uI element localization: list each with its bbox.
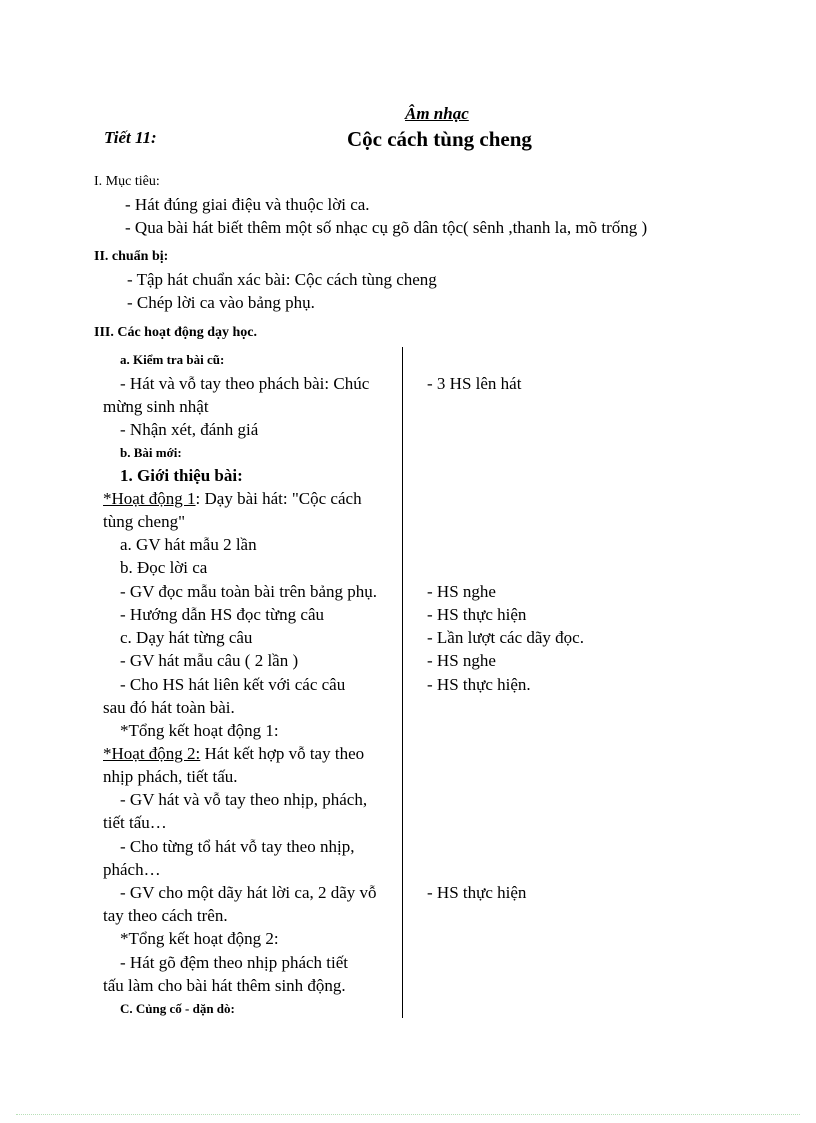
- intro-heading: 1. Giới thiệu bài:: [120, 466, 243, 485]
- activity-line: a. GV hát mẫu 2 lần: [120, 535, 257, 554]
- activity-line: phách…: [103, 860, 161, 879]
- student-activity: - HS thực hiện: [427, 605, 527, 624]
- activity-line: c. Dạy hát từng câu: [120, 628, 253, 647]
- activity-line: b. Đọc lời ca: [120, 558, 208, 577]
- summary-line: *Tổng kết hoạt động 1:: [120, 721, 279, 740]
- activity1-line: [103, 489, 362, 509]
- activity-line: sau đó hát toàn bài.: [103, 698, 235, 717]
- lesson-number: Tiết 11:: [104, 128, 157, 147]
- student-activity: - Lần lượt các dãy đọc.: [427, 628, 584, 647]
- student-activity: - HS thực hiện: [427, 883, 527, 902]
- column-divider: [402, 347, 403, 1018]
- activity-line: tùng cheng": [103, 512, 186, 531]
- activity-line: nhịp phách, tiết tấu.: [103, 767, 238, 786]
- activity-line: - GV đọc mẫu toàn bài trên bảng phụ.: [120, 582, 377, 601]
- new-lesson-heading: b. Bài mới:: [120, 445, 182, 460]
- student-activity: - HS thực hiện.: [427, 675, 531, 694]
- preparation-item: - Tập hát chuẩn xác bài: Cộc cách tùng cheng: [127, 270, 437, 289]
- activity-line: - Cho HS hát liên kết với các câu: [120, 675, 346, 694]
- activity2-line: [103, 744, 364, 764]
- preparation-item: - Chép lời ca vào bảng phụ.: [127, 293, 315, 312]
- activity-line: - Hát gõ đệm theo nhịp phách tiết: [120, 953, 349, 972]
- activity-line: tấu làm cho bài hát thêm sinh động.: [103, 976, 346, 995]
- review-heading: a. Kiểm tra bài cũ:: [120, 352, 225, 367]
- summary-line: *Tổng kết hoạt động 2:: [120, 929, 279, 948]
- activity-line: - Hát và vỗ tay theo phách bài: Chúc: [120, 374, 370, 393]
- activity-line: tiết tấu…: [103, 813, 167, 832]
- section-objectives-heading: I. Mục tiêu:: [94, 174, 160, 189]
- activity-line: - GV cho một dãy hát lời ca, 2 dãy vỗ: [120, 883, 377, 902]
- activity-line: - Hướng dẫn HS đọc từng câu: [120, 605, 324, 624]
- activity1-label: *Hoạt động 1: [103, 489, 196, 508]
- activity-line: - Cho từng tổ hát vỗ tay theo nhịp,: [120, 837, 355, 856]
- activity-line: - GV hát mẫu câu ( 2 lần ): [120, 651, 299, 670]
- subject-title: Âm nhạc: [405, 104, 469, 123]
- consolidation-heading: C. Củng cố - dặn dò:: [120, 1001, 235, 1016]
- page-footer-rule: [16, 1114, 800, 1115]
- student-activity: - 3 HS lên hát: [427, 374, 522, 393]
- activity1-text: : Dạy bài hát: "Cộc cách: [195, 489, 362, 508]
- activity2-label: *Hoạt động 2:: [103, 744, 201, 763]
- section-activities-heading: III. Các hoạt động dạy học.: [94, 325, 257, 340]
- activity-line: - Nhận xét, đánh giá: [120, 420, 259, 439]
- activity-line: mừng sinh nhật: [103, 397, 209, 416]
- activity-line: - GV hát và vỗ tay theo nhịp, phách,: [120, 790, 368, 809]
- activity2-text: Hát kết hợp vỗ tay theo: [200, 744, 365, 763]
- activity-line: tay theo cách trên.: [103, 906, 228, 925]
- objective-item: - Qua bài hát biết thêm một số nhạc cụ gõ dân tộc( sênh ,thanh la, mõ trống ): [125, 218, 648, 237]
- student-activity: - HS nghe: [427, 582, 496, 601]
- section-preparation-heading: II. chuẩn bị:: [94, 249, 169, 264]
- objective-item: - Hát đúng giai điệu và thuộc lời ca.: [125, 195, 370, 214]
- song-title: Cộc cách tùng cheng: [347, 127, 532, 151]
- student-activity: - HS nghe: [427, 651, 496, 670]
